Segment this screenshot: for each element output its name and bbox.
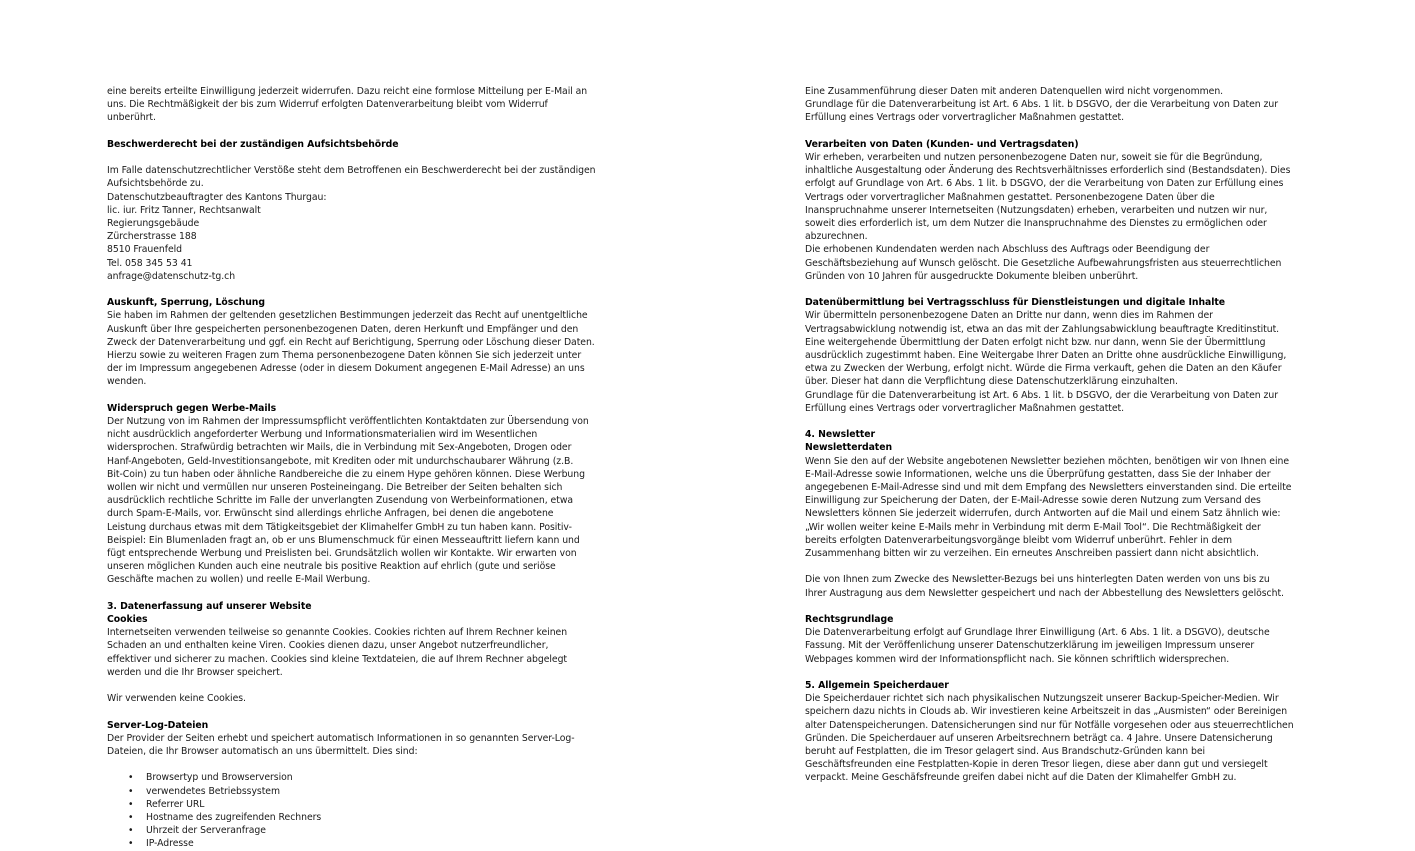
speicherdauer-paragraph (805, 692, 1310, 784)
text-line: Schaden an und enthalten keine Viren. Cookies dienen dazu, unser Angebot nutzerfreundlicher, (107, 640, 549, 652)
text-line: lic. iur. Fritz Tanner, Rechtsanwalt (107, 204, 261, 216)
rechtsgrundlage-paragraph (805, 626, 1310, 666)
text-line: Tel. 058 345 53 41 (107, 257, 193, 269)
text-line: effektiver und sicherer zu machen. Cookies sind kleine Textdateien, die auf Ihrem Rechner abgelegt (107, 653, 568, 665)
text-line: Der Provider der Seiten erhebt und speichert automatisch Informationen in so genannten Server-Log- (107, 732, 575, 744)
text-line: der im Impressum angegebenen Adresse (oder in diesem Dokument angegenen E-Mail Adresse) an uns (107, 363, 585, 375)
list-item: • Uhrzeit der Serveranfrage (128, 825, 266, 837)
text-line: Newsletters können Sie jederzeit widerrufen, durch Antworten auf die Mail und einem Satz ähnlich wie: (805, 508, 1281, 520)
text-line: E-Mail-Adresse sowie Informationen, welche uns die Überprüfung gestatten, dass Sie der Inhaber der (805, 468, 1271, 480)
text-line: Fassung. Mit der Veröffenlichung unserer Datenschutzerklärung im jeweiligen Impressum unserer (805, 640, 1255, 652)
bullet-icon: • (128, 812, 134, 824)
list-item: • Referrer URL (128, 798, 205, 810)
text-line: ausdrücklich rechtliche Schritte im Falle der unverlangten Zusendung von Werbeinformationen, etwa (107, 495, 574, 507)
text-line: Die von Ihnen zum Zwecke des Newsletter-Bezugs bei uns hinterlegten Daten werden von uns bis zu (805, 574, 1270, 586)
text-line: inhaltliche Ausgestaltung oder Änderung des Rechtsverhältnisses erforderlich sind (Bestandsdaten). Dies (805, 165, 1291, 177)
text-line: Hierzu sowie zu weiteren Fragen zum Thema personenbezogene Daten können Sie sich jederzeit unter (107, 350, 582, 362)
bullet-icon: • (128, 772, 134, 784)
section-heading-datenerfassung: 3. Datenerfassung auf unserer Website (107, 600, 312, 612)
section-heading-beschwerderecht: Beschwerderecht bei der zuständigen Aufsichtsbehörde (107, 138, 399, 150)
uebermittlung-paragraph (805, 309, 1310, 415)
text-line: werden und die Ihr Browser speichert. (107, 666, 283, 678)
text-line: eine bereits erteilte Einwilligung jederzeit widerrufen. Dazu reicht eine formlose Mitteilung per E-Mail an (107, 86, 588, 97)
section-heading-datenuebermittlung: Datenübermittlung bei Vertragsschluss für Dienstleistungen und digitale Inhalte (805, 297, 1226, 309)
text-line: Internetseiten verwenden teilweise so genannte Cookies. Cookies richten auf Ihrem Rechner keinen (107, 627, 568, 639)
text-line: fügt entsprechende Werbung und Preislisten bei. Grundsätzlich wollen wir Kontakte. Wir erwarten von (107, 548, 577, 560)
text-line: Die Speicherdauer richtet sich nach physikalischen Nutzungszeit unserer Backup-Speicher-Medien. Wir (805, 693, 1279, 705)
text-line: Der Nutzung von im Rahmen der Impressumspflicht veröffentlichten Kontaktdaten zur Übersendung von (107, 416, 589, 428)
text-line: Eine Zusammenführung dieser Daten mit anderen Datenquellen wird nicht vorgenommen. (805, 86, 1224, 97)
text-line: Wenn Sie den auf der Website angebotenen Newsletter beziehen möchten, benötigen wir von Ihnen eine (805, 455, 1289, 467)
text-line: Vertragsabwicklung notwendig ist, etwa an das mit der Zahlungsabwicklung beauftragte Kreditinstitut. (805, 323, 1280, 335)
text-line: uns. Die Rechtmäßigkeit der bis zum Widerruf erfolgten Datenverarbeitung bleibt vom Widerruf (107, 99, 548, 111)
bullet-icon: • (128, 798, 134, 810)
newsletter-storage-paragraph (805, 573, 1310, 599)
intro-paragraph (107, 85, 617, 125)
kundendaten-paragraph (805, 151, 1310, 283)
auskunft-paragraph (107, 309, 617, 388)
text-line: Bit-Coin) zu tun haben oder ähnliche Randbereiche die zu einem Hype gehören können. Diese Werbung (107, 468, 585, 480)
text-line: Beispiel: Ein Blumenladen fragt an, ob er uns Blumenschmuck für einen Messeauftritt liefern kann und (107, 534, 580, 546)
text-line: abzurechnen. (805, 231, 868, 243)
beschwerde-paragraph (107, 164, 617, 283)
text-line: Zweck der Datenverarbeitung und ggf. ein Recht auf Berichtigung, Sperrung oder Löschung dieser Daten. (107, 336, 595, 348)
widerspruch-paragraph (107, 415, 617, 587)
text-line: Zusammenhang bitten wir zu verzeihen. Ein erneutes Anschreiben passiert dann nicht absichtlich. (805, 548, 1259, 560)
bullet-icon: • (128, 785, 134, 797)
text-line: Eine weitergehende Übermittlung der Daten erfolgt nicht bzw. nur dann, wenn Sie der Übermittlung (805, 336, 1266, 348)
text-line: speichern dazu nichts in Clouds ab. Wir investieren keine Arbeitszeit in das „Ausmisten“ oder Bereinigen (805, 706, 1288, 718)
text-line: Webpages kommen wird der Informationspflicht nach. Sie können schriftlich widersprechen. (805, 653, 1230, 665)
server-log-list (107, 771, 617, 850)
text-line: bereits erfolgten Datenverarbeitungsvorgänge bleibt vom Widerruf unberührt. Fehler in dem (805, 534, 1233, 546)
text-line: unseren möglichen Kunden auch eine neutrale bis positive Reaktion auf ehrlich (gute und seriöse (107, 561, 556, 573)
section-heading-server-log: Server-Log-Dateien (107, 719, 209, 731)
intro-paragraph (805, 85, 1310, 125)
text-line: nicht ausdrücklich angeforderter Werbung und Informationsmaterialien wird im Wesentlichen (107, 429, 538, 441)
text-line: Dateien, die Ihr Browser automatisch an uns übermittelt. Dies sind: (107, 746, 418, 758)
text-line: Aufsichtsbehörde zu. (107, 178, 204, 190)
text-line: Die Datenverarbeitung erfolgt auf Grundlage Ihrer Einwilligung (Art. 6 Abs. 1 lit. a DSGVO), deutsche (805, 627, 1270, 639)
right-column (805, 85, 1310, 785)
text-line: Wir übermitteln personenbezogene Daten an Dritte nur dann, wenn dies im Rahmen der (805, 310, 1213, 322)
text-line: durch Spam-E-Mails, vor. Erwünscht sind allerdings ehrliche Anfragen, bei denen die angebotene (107, 508, 554, 520)
text-line: alter Datenspeicherungen. Datensicherungen sind nur für Notfälle vorgesehen oder aus steuerrechtlichen (805, 719, 1294, 731)
subheading-cookies: Cookies (107, 614, 148, 626)
text-line: Inanspruchnahme unserer Internetseiten (Nutzungsdaten) erheben, verarbeiten und nutzen wir nur, (805, 204, 1268, 216)
text-line: Zürcherstrasse 188 (107, 231, 197, 243)
text-line: Auskunft über Ihre gespeicherten personenbezogenen Daten, deren Herkunft und Empfänger und den (107, 323, 579, 335)
text-line: verpackt. Meine Geschäfsfreunde greifen dabei nicht auf die Daten der Klimahelfer GmbH zu. (805, 772, 1237, 784)
text-line: Geschäftsbeziehung auf Wunsch gelöscht. Die Gesetzliche Aufbewahrungsfristen aus steuerrechtlichen (805, 257, 1282, 269)
text-line: beruht auf Festplatten, die im Tresor gelagert sind. Aus Brandschutz-Gründen kann bei (805, 746, 1206, 758)
text-line: unberührt. (107, 112, 156, 124)
text-line: Im Falle datenschutzrechtlicher Verstöße steht dem Betroffenen ein Beschwerderecht bei der zuständigen (107, 165, 596, 177)
bullet-icon: • (128, 838, 134, 850)
text-line: Regierungsgebäude (107, 218, 200, 229)
text-line: Einwilligung zur Speicherung der Daten, der E-Mail-Adresse sowie deren Nutzung zum Versand des (805, 495, 1261, 507)
text-line: Vertrags oder vorvertraglicher Maßnahmen gestattet. Personenbezogene Daten über die (805, 191, 1215, 203)
text-line: Grundlage für die Datenverarbeitung ist Art. 6 Abs. 1 lit. b DSGVO, der die Verarbeitung von Daten zur (805, 389, 1278, 401)
text-line: wenden. (107, 376, 147, 388)
list-item: • Hostname des zugreifenden Rechners (128, 812, 322, 824)
text-line: erfolgt auf Grundlage von Art. 6 Abs. 1 lit. b DSGVO, der die Verarbeitung von Daten zur Erfüllung eines (805, 178, 1284, 190)
newsletter-paragraph (805, 455, 1310, 561)
list-item: • verwendetes Betriebssystem (128, 785, 280, 797)
text-line: ausdrücklich zugestimmt haben. Eine Weitergabe Ihrer Daten an Dritte ohne ausdrückliche Einwilligung, (805, 350, 1287, 362)
cookies-paragraph (107, 626, 617, 679)
section-heading-newsletter: 4. Newsletter (805, 429, 876, 441)
text-line: Wir erheben, verarbeiten und nutzen personenbezogene Daten nur, soweit sie für die Begründung, (805, 152, 1263, 163)
text-line: Gründen von 10 Jahren für ausgedruckte Dokumente bleiben unberührt. (805, 270, 1139, 282)
text-line: „Wir wollen weiter keine E-Mails mehr in Verbindung mit derm E-Mail Tool“. Die Rechtmäßigkeit der (805, 521, 1261, 533)
subheading-newsletterdaten: Newsletterdaten (805, 442, 893, 454)
email-link[interactable]: anfrage@datenschutz-tg.ch (107, 270, 236, 282)
section-heading-speicherdauer: 5. Allgemein Speicherdauer (805, 680, 949, 692)
text-line: wollen wir nicht und vermüllen nur unseren Posteineingang. Die Betreiber der Seiten behalten sich (107, 482, 563, 494)
text-line: Hanf-Angeboten, Geld-Investitionsangebote, mit Krediten oder mit undurchschaubarer Währung (z.B. (107, 455, 574, 467)
text-line: soweit dies erforderlich ist, um dem Nutzer die Inanspruchnahme des Dienstes zu ermöglichen oder (805, 218, 1267, 230)
text-line: angegebenen E-Mail-Adresse sind und mit dem Empfang des Newsletters einverstanden sind. Die erteilte (805, 482, 1292, 494)
bullet-icon: • (128, 825, 134, 837)
list-item: • IP-Adresse (128, 838, 194, 850)
left-column (107, 85, 617, 851)
list-item: • Browsertyp und Browserversion (128, 772, 293, 784)
section-heading-widerspruch: Widerspruch gegen Werbe-Mails (107, 402, 277, 414)
text-line: Geschäfte machen zu wollen) und reelle E-Mail Werbung. (107, 574, 371, 586)
text-line: Grundlage für die Datenverarbeitung ist Art. 6 Abs. 1 lit. b DSGVO, der die Verarbeitung von Daten zur (805, 99, 1278, 111)
text-line: widersprochen. Strafwürdig betrachten wir Mails, die in Verbindung mit Sex-Angeboten, Drogen oder (107, 442, 572, 454)
text-line: Die erhobenen Kundendaten werden nach Abschluss des Auftrags oder Beendigung der (805, 244, 1210, 256)
text-line: Datenschutzbeauftragter des Kantons Thurgau: (107, 191, 327, 203)
no-cookies-note: Wir verwenden keine Cookies. (107, 693, 246, 705)
text-line: etwa zu Zwecken der Werbung, erfolgt nicht. Würde die Firma verkauft, gehen die Daten an den Käufer (805, 363, 1282, 375)
section-heading-kundendaten: Verarbeiten von Daten (Kunden- und Vertragsdaten) (805, 138, 1079, 150)
section-heading-rechtsgrundlage: Rechtsgrundlage (805, 614, 894, 626)
text-line: über. Dieser hat dann die Verpflichtung diese Datenschutzerklärung einzuhalten. (805, 376, 1178, 388)
text-line: 8510 Frauenfeld (107, 244, 183, 256)
server-log-paragraph (107, 732, 617, 758)
text-line: Leistung durchaus etwas mit dem Tätigkeitsgebiet der Klimahelfer GmbH zu tun haben kann. Positiv- (107, 521, 572, 533)
text-line: Ihrer Austragung aus dem Newsletter gespeichert und nach der Abbestellung des Newsletters gelöscht. (805, 587, 1284, 599)
text-line: Geschäftsfreunden eine Festplatten-Kopie in deren Tresor liegen, diese aber dann gut und versiegelt (805, 759, 1268, 771)
text-line: Sie haben im Rahmen der geltenden gesetzlichen Bestimmungen jederzeit das Recht auf unentgeltliche (107, 310, 588, 322)
section-heading-auskunft: Auskunft, Sperrung, Löschung (107, 297, 265, 309)
text-line: Erfüllung eines Vertrags oder vorvertraglicher Maßnahmen gestattet. (805, 112, 1125, 124)
text-line: Gründen. Die Speicherdauer auf unseren Arbeitsrechnern beträgt ca. 4 Jahre. Unsere Datensicherung (805, 732, 1273, 744)
text-line: Erfüllung eines Vertrags oder vorvertraglicher Maßnahmen gestattet. (805, 402, 1125, 414)
